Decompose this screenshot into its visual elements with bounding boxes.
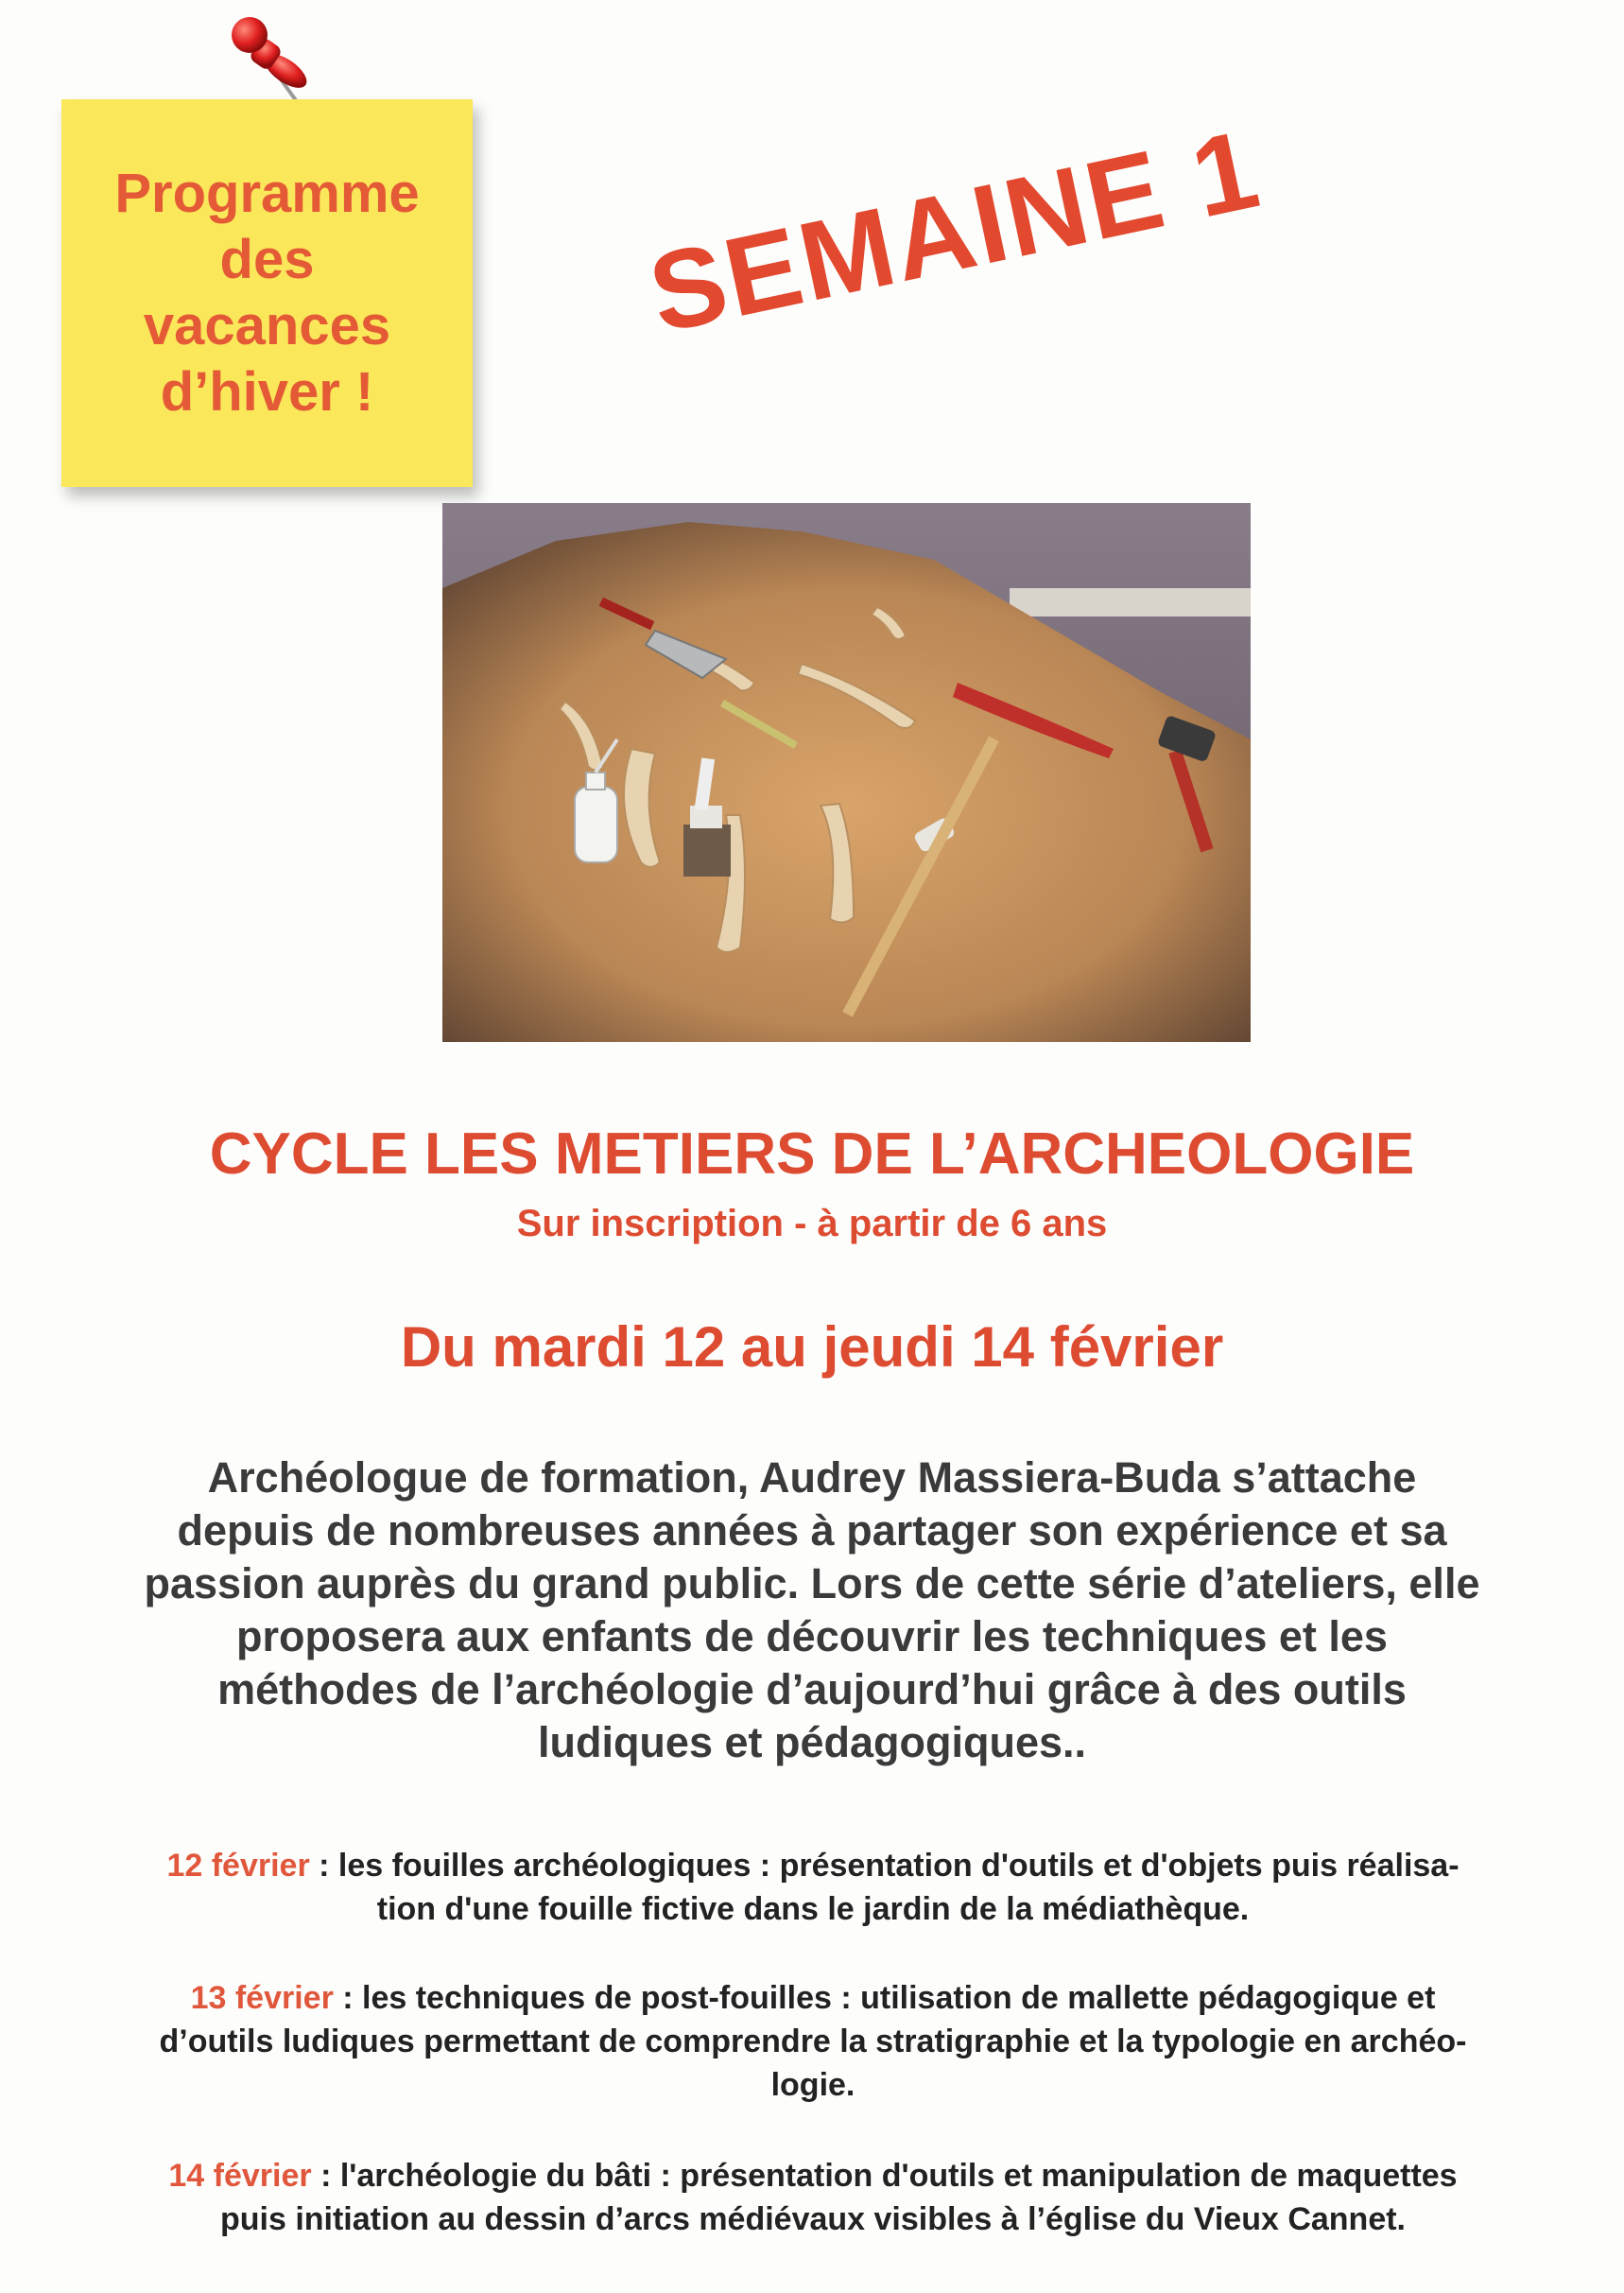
excavation-photo: [442, 503, 1251, 1042]
intro-line: ludiques et pédagogiques..: [537, 1718, 1087, 1766]
program-entry-12: [38, 1844, 1588, 1931]
program-text: : les techniques de post-fouilles : utilisation de mallette pédagogique et: [333, 1980, 1436, 2016]
program-entry-14: [38, 2154, 1588, 2241]
cycle-dates: Du mardi 12 au jeudi 14 février: [400, 1315, 1224, 1379]
cycle-subtitle: Sur inscription - à partir de 6 ans: [516, 1203, 1108, 1244]
program-text: : les fouilles archéologiques : présentation d'outils et d'objets puis réalisa-: [309, 1848, 1460, 1884]
cycle-title: CYCLE LES METIERS DE L’ARCHEOLOGIE: [209, 1121, 1415, 1187]
note-line: des: [219, 229, 315, 290]
program-text: tion d'une fouille fictive dans le jardin de la médiathèque.: [376, 1891, 1250, 1927]
intro-line: méthodes de l’archéologie d’aujourd’hui grâce à des outils: [217, 1665, 1407, 1713]
program-date: 12 février: [166, 1848, 310, 1884]
intro-line: Archéologue de formation, Audrey Massiera-Buda s’attache: [207, 1453, 1417, 1502]
program-date: 14 février: [168, 2158, 312, 2194]
program-first-line: [38, 1844, 1588, 1887]
note-line: Programme: [114, 163, 420, 224]
program-entry-13: [38, 1976, 1588, 2107]
intro-line: proposera aux enfants de découvrir les techniques et les: [236, 1612, 1388, 1660]
note-line: vacances: [143, 295, 391, 356]
intro-line: passion auprès du grand public. Lors de cette série d’ateliers, elle: [144, 1559, 1480, 1607]
program-date: 13 février: [190, 1980, 334, 2016]
intro-line: depuis de nombreuses années à partager son expérience et sa: [177, 1506, 1447, 1555]
program-text: logie.: [770, 2067, 855, 2103]
sticky-note: [61, 99, 473, 487]
program-first-line: [38, 2154, 1588, 2197]
program-text: puis initiation au dessin d’arcs médiévaux visibles à l’église du Vieux Cannet.: [219, 2201, 1406, 2237]
program-first-line: [38, 1976, 1588, 2020]
program-text: d’outils ludiques permettant de comprendre la stratigraphie et la typologie en archéo-: [159, 2024, 1467, 2059]
program-text: : l'archéologie du bâti : présentation d'outils et manipulation de maquettes: [311, 2158, 1458, 2194]
intro-paragraph: [28, 1451, 1596, 1769]
note-line: d’hiver !: [160, 361, 374, 423]
week-headline: SEMAINE 1: [639, 106, 1270, 357]
